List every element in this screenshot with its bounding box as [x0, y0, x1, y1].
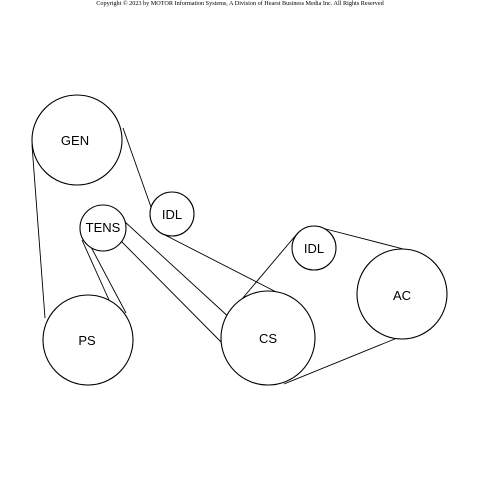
belt-segment-tens-cs-inner: [124, 221, 232, 320]
pulley-cs: [221, 291, 315, 385]
pulley-gen-label: GEN: [60, 133, 90, 148]
pulley-idl-upper: [150, 192, 194, 236]
pulley-idl-right: [292, 226, 336, 270]
pulley-gen: [32, 95, 122, 185]
belt-segment-gen-idl: [123, 128, 151, 207]
pulley-ps: [43, 295, 133, 385]
pulley-ps-label: PS: [78, 333, 96, 348]
belt-segment-tens-cs: [119, 239, 229, 350]
copyright-notice: Copyright © 2023 by MOTOR Information Systems, A Division of Hearst Business Media Inc. All Rights Reserved: [96, 0, 384, 7]
pulley-tens: [80, 205, 126, 251]
belt-segment-gen-cs: [32, 145, 45, 318]
pulley-tens-label: TENS: [85, 220, 121, 235]
pulley-idl-upper-label: IDL: [161, 207, 183, 222]
pulley-ac-label: AC: [392, 288, 412, 303]
pulley-ac: [357, 249, 447, 339]
pulley-cs-label: CS: [258, 331, 278, 346]
pulley-idl-right-label: IDL: [303, 241, 325, 256]
